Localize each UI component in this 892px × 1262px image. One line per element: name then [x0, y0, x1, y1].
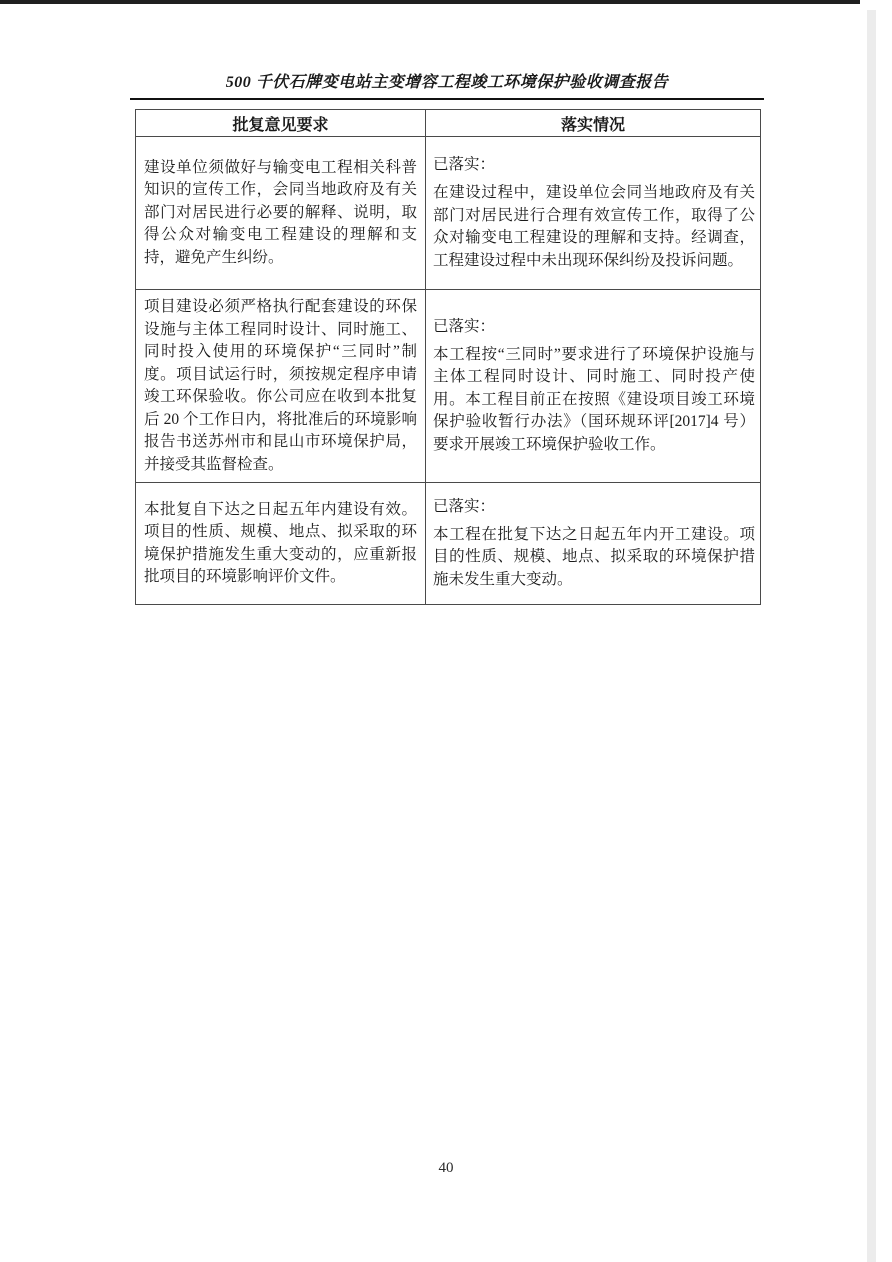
table-header-row	[136, 110, 761, 137]
table-row	[136, 137, 761, 290]
column-header-status: 落实情况	[426, 110, 761, 137]
status-label: 已落实：	[433, 156, 496, 173]
table-row	[136, 290, 761, 483]
requirement-cell: 项目建设必须严格执行配套建设的环保设施与主体工程同时设计、同时施工、同时投入使用的环境保护“三同时”制度。项目试运行时，须按规定程序申请竣工环保验收。你公司应在收到本批复后 20 个工作日内，将批准后的环境影响报告书送苏州市和昆山市环境保护局，并接受其监督检查。	[136, 290, 426, 483]
requirement-cell: 本批复自下达之日起五年内建设有效。项目的性质、规模、地点、拟采取的环境保护措施发生重大变动的，应重新报批项目的环境影响评价文件。	[136, 483, 426, 605]
status-detail: 本工程在批复下达之日起五年内开工建设。项目的性质、规模、地点、拟采取的环境保护措施未发生重大变动。	[433, 525, 755, 588]
status-cell	[426, 137, 761, 290]
approval-implementation-table	[135, 109, 761, 605]
scan-artifact-top-band	[0, 0, 860, 4]
table-row	[136, 483, 761, 605]
scan-artifact-right-band	[867, 10, 876, 1262]
status-cell	[426, 290, 761, 483]
requirement-cell: 建设单位须做好与输变电工程相关科普知识的宣传工作，会同当地政府及有关部门对居民进行必要的解释、说明，取得公众对输变电工程建设的理解和支持，避免产生纠纷。	[136, 137, 426, 290]
report-header-title: 500 千伏石牌变电站主变增容工程竣工环境保护验收调查报告	[225, 74, 669, 91]
status-cell	[426, 483, 761, 605]
page-number: 40	[438, 1160, 454, 1176]
status-detail: 本工程按“三同时”要求进行了环境保护设施与主体工程同时设计、同时施工、同时投产使用。本工程目前正在按照《建设项目竣工环境保护验收暂行办法》（国环规环评[2017]4 号）要求开展竣工环境保护验收工作。	[433, 345, 755, 453]
column-header-requirement: 批复意见要求	[136, 110, 426, 137]
status-label: 已落实：	[433, 317, 496, 335]
header-rule	[130, 98, 764, 100]
page-content	[130, 72, 764, 605]
status-label: 已落实：	[433, 497, 496, 515]
status-detail: 在建设过程中，建设单位会同当地政府及有关部门对居民进行合理有效宣传工作，取得了公众对输变电工程建设的理解和支持。经调查，工程建设过程中未出现环保纠纷及投诉问题。	[433, 184, 755, 269]
